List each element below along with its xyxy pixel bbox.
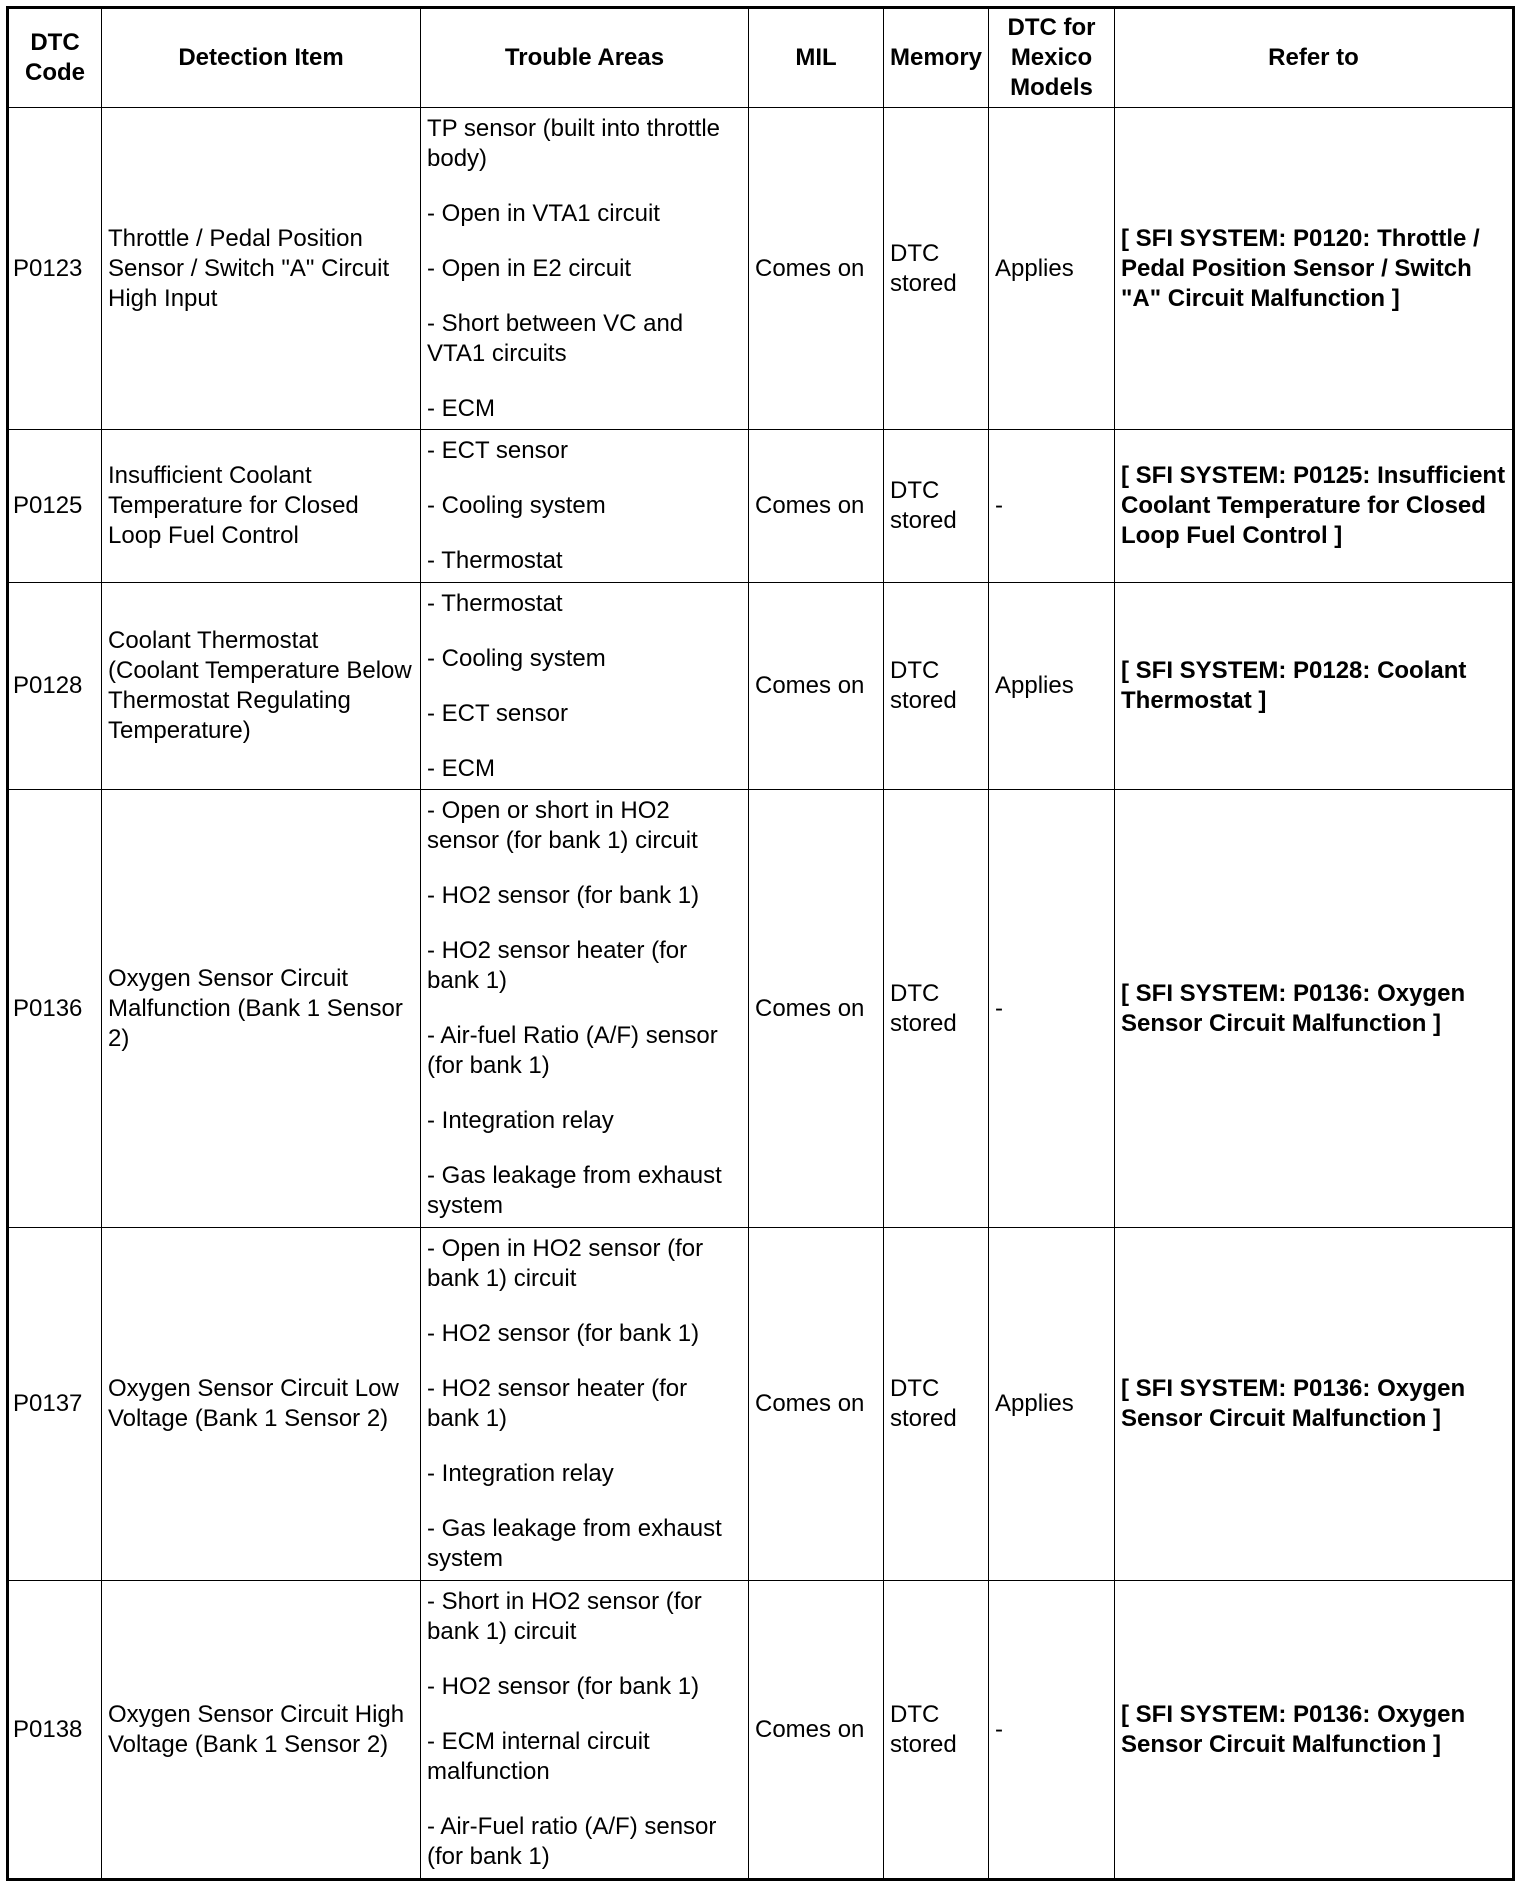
trouble-area-item: - Thermostat: [427, 547, 563, 574]
table-row: [8, 790, 1514, 1228]
trouble-area-item: - Thermostat: [427, 589, 563, 617]
refer-to-cell: [ SFI SYSTEM: P0136: Oxygen Sensor Circuit Malfunction ]: [1115, 790, 1514, 1228]
trouble-area-item: - Short between VC and VTA1 circuits: [427, 309, 684, 367]
memory-cell: DTC stored: [884, 108, 989, 430]
trouble-areas-cell: [421, 108, 749, 430]
detection-item-cell: Throttle / Pedal Position Sensor / Switch "A" Circuit High Input: [102, 108, 421, 430]
dtc-code-cell: P0136: [8, 790, 102, 1228]
header-row: [8, 8, 1514, 108]
trouble-area-item: - HO2 sensor heater (for bank 1): [427, 1375, 688, 1432]
trouble-area-item: - ECT sensor: [427, 699, 568, 727]
detection-item-cell: Insufficient Coolant Temperature for Closed Loop Fuel Control: [102, 430, 421, 583]
dtc-code-cell: P0138: [8, 1581, 102, 1880]
mexico-cell: -: [989, 790, 1115, 1228]
dtc-code-cell: P0137: [8, 1228, 102, 1581]
trouble-area-item: - Air-Fuel ratio (A/F) sensor (for bank 1): [427, 1813, 717, 1870]
header-trouble-areas-label: Trouble Areas: [504, 44, 665, 71]
refer-to-cell: [ SFI SYSTEM: P0128: Coolant Thermostat ]: [1115, 583, 1514, 790]
header-memory-label: Memory: [890, 44, 983, 71]
dtc-table: [6, 6, 1515, 1881]
memory-cell: DTC stored: [884, 430, 989, 583]
detection-item-cell: Coolant Thermostat (Coolant Temperature Below Thermostat Regulating Temperature): [102, 583, 421, 790]
trouble-area-item: - HO2 sensor (for bank 1): [427, 1673, 700, 1700]
trouble-area-item: - ECM: [427, 394, 495, 422]
mexico-cell: Applies: [989, 583, 1115, 790]
trouble-area-item: - Integration relay: [427, 1107, 614, 1134]
trouble-area-item: - Open in HO2 sensor (for bank 1) circuit: [427, 1235, 704, 1292]
header-detection-item: [102, 8, 421, 108]
memory-cell: DTC stored: [884, 790, 989, 1228]
trouble-area-item: - HO2 sensor heater (for bank 1): [427, 937, 688, 994]
trouble-area-item: - Gas leakage from exhaust system: [427, 1515, 722, 1572]
table-row: [8, 1228, 1514, 1581]
header-mil: [749, 8, 884, 108]
trouble-areas-cell: [421, 1581, 749, 1880]
trouble-area-item: - ECM internal circuit malfunction: [427, 1728, 650, 1785]
trouble-area-item: - Open in E2 circuit: [427, 254, 632, 282]
trouble-area-item: - Air-fuel Ratio (A/F) sensor (for bank 1): [427, 1022, 718, 1079]
mexico-cell: Applies: [989, 1228, 1115, 1581]
trouble-areas-cell: [421, 1228, 749, 1581]
dtc-code-cell: P0128: [8, 583, 102, 790]
trouble-area-item: - ECM: [427, 754, 495, 782]
header-mexico-label: DTC for Mexico Models: [1007, 14, 1096, 101]
refer-to-cell: [ SFI SYSTEM: P0136: Oxygen Sensor Circuit Malfunction ]: [1115, 1228, 1514, 1581]
table-body: [8, 108, 1514, 1880]
memory-cell: DTC stored: [884, 1581, 989, 1880]
refer-to-cell: [ SFI SYSTEM: P0125: Insufficient Coolant Temperature for Closed Loop Fuel Control ]: [1115, 430, 1514, 583]
mil-cell: Comes on: [749, 790, 884, 1228]
refer-to-cell: [ SFI SYSTEM: P0136: Oxygen Sensor Circuit Malfunction ]: [1115, 1581, 1514, 1880]
mil-cell: Comes on: [749, 583, 884, 790]
table-row: [8, 108, 1514, 430]
trouble-area-item: TP sensor (built into throttle body): [427, 114, 721, 172]
trouble-area-item: - HO2 sensor (for bank 1): [427, 1320, 700, 1347]
mexico-cell: -: [989, 1581, 1115, 1880]
mexico-cell: -: [989, 430, 1115, 583]
trouble-area-item: - Open in VTA1 circuit: [427, 199, 660, 227]
header-dtc-code-label: DTC Code: [25, 29, 85, 86]
header-mexico: [989, 8, 1115, 108]
trouble-area-item: - Cooling system: [427, 644, 606, 672]
table-row: [8, 583, 1514, 790]
trouble-area-item: - Short in HO2 sensor (for bank 1) circuit: [427, 1588, 702, 1645]
dtc-code-cell: P0125: [8, 430, 102, 583]
detection-item-cell: Oxygen Sensor Circuit Low Voltage (Bank 1 Sensor 2): [102, 1228, 421, 1581]
trouble-area-item: - ECT sensor: [427, 437, 568, 464]
trouble-area-item: - Integration relay: [427, 1460, 614, 1487]
table-row: [8, 430, 1514, 583]
refer-to-cell: [ SFI SYSTEM: P0120: Throttle / Pedal Position Sensor / Switch "A" Circuit Malfunction ]: [1115, 108, 1514, 430]
header-trouble-areas: [421, 8, 749, 108]
header-memory: [884, 8, 989, 108]
header-refer-to: [1115, 8, 1514, 108]
header-detection-item-label: Detection Item: [178, 44, 344, 71]
trouble-areas-cell: [421, 430, 749, 583]
trouble-area-item: - Open or short in HO2 sensor (for bank 1) circuit: [427, 797, 698, 854]
mexico-cell: Applies: [989, 108, 1115, 430]
trouble-area-item: - Gas leakage from exhaust system: [427, 1162, 722, 1219]
mil-cell: Comes on: [749, 1228, 884, 1581]
mil-cell: Comes on: [749, 430, 884, 583]
detection-item-cell: Oxygen Sensor Circuit High Voltage (Bank 1 Sensor 2): [102, 1581, 421, 1880]
memory-cell: DTC stored: [884, 1228, 989, 1581]
trouble-area-item: - HO2 sensor (for bank 1): [427, 882, 700, 909]
trouble-areas-cell: [421, 790, 749, 1228]
mil-cell: Comes on: [749, 108, 884, 430]
header-dtc-code: [8, 8, 102, 108]
memory-cell: DTC stored: [884, 583, 989, 790]
dtc-code-cell: P0123: [8, 108, 102, 430]
detection-item-cell: Oxygen Sensor Circuit Malfunction (Bank 1 Sensor 2): [102, 790, 421, 1228]
header-mil-label: MIL: [795, 44, 837, 71]
trouble-areas-cell: [421, 583, 749, 790]
table-row: [8, 1581, 1514, 1880]
header-refer-to-label: Refer to: [1268, 44, 1359, 71]
trouble-area-item: - Cooling system: [427, 492, 606, 519]
mil-cell: Comes on: [749, 1581, 884, 1880]
